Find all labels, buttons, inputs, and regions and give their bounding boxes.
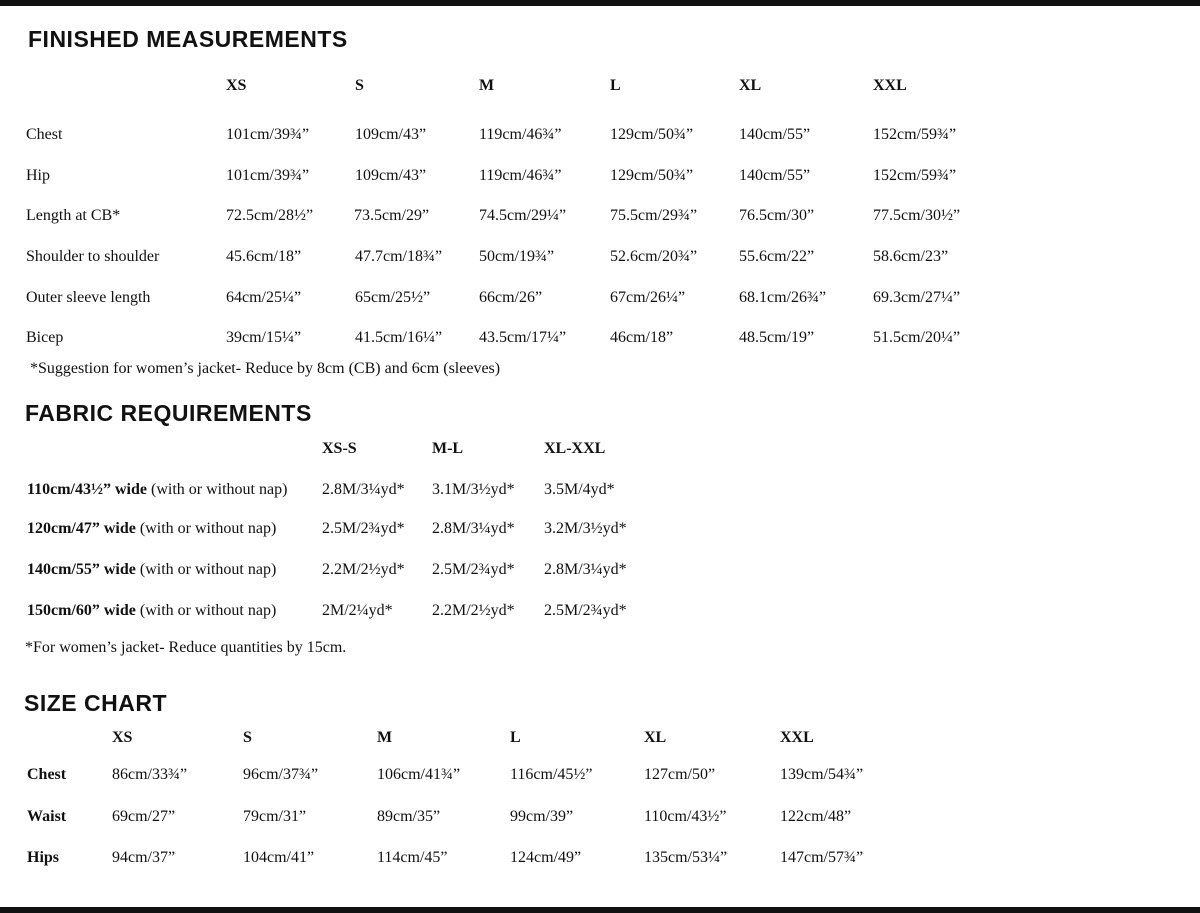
finished-measurements-title: FINISHED MEASUREMENTS bbox=[28, 26, 348, 52]
size-chart-header: XXL bbox=[780, 729, 814, 746]
finished-value: 109cm/43” bbox=[355, 126, 427, 143]
fabric-value: 2.5M/2¾yd* bbox=[322, 520, 405, 537]
finished-value: 46cm/18” bbox=[610, 329, 674, 346]
finished-value: 152cm/59¾” bbox=[873, 167, 957, 184]
finished-value: 65cm/25½” bbox=[355, 289, 431, 306]
finished-value: 48.5cm/19” bbox=[739, 329, 815, 346]
size-chart-value: 147cm/57¾” bbox=[780, 849, 864, 866]
finished-value: 152cm/59¾” bbox=[873, 126, 957, 143]
size-chart-value: 106cm/41¾” bbox=[377, 766, 461, 783]
finished-value: 43.5cm/17¼” bbox=[479, 329, 567, 346]
finished-value: 64cm/25¼” bbox=[226, 289, 302, 306]
finished-value: 73.5cm/29” bbox=[354, 207, 430, 224]
fabric-width-label bbox=[27, 519, 276, 539]
finished-value: 101cm/39¾” bbox=[226, 167, 310, 184]
fabric-value: 2.2M/2½yd* bbox=[432, 602, 515, 619]
size-chart-value: 99cm/39” bbox=[510, 808, 574, 825]
fabric-width: 150cm/60” wide bbox=[27, 602, 136, 619]
size-chart-row-label: Hips bbox=[27, 849, 60, 866]
fabric-value: 2.8M/3¼yd* bbox=[544, 561, 627, 578]
finished-size-header: XS bbox=[226, 77, 247, 94]
finished-footnote: *Suggestion for women’s jacket- Reduce by 8cm (CB) and 6cm (sleeves) bbox=[30, 360, 501, 377]
fabric-width-label bbox=[27, 601, 276, 621]
fabric-value: 3.1M/3½yd* bbox=[432, 481, 515, 498]
fabric-value: 2.5M/2¾yd* bbox=[544, 602, 627, 619]
finished-size-header: L bbox=[610, 77, 621, 94]
finished-row-label: Shoulder to shoulder bbox=[26, 248, 160, 265]
finished-value: 129cm/50¾” bbox=[610, 126, 694, 143]
finished-value: 68.1cm/26¾” bbox=[739, 289, 827, 306]
fabric-width-label bbox=[27, 480, 287, 500]
size-chart-header: L bbox=[510, 729, 521, 746]
size-chart-value: 139cm/54¾” bbox=[780, 766, 864, 783]
size-chart-value: 104cm/41” bbox=[243, 849, 315, 866]
size-chart-value: 122cm/48” bbox=[780, 808, 852, 825]
fabric-requirements-title: FABRIC REQUIREMENTS bbox=[25, 400, 312, 426]
finished-size-header: M bbox=[479, 77, 495, 94]
fabric-width-label bbox=[27, 560, 276, 580]
size-chart-header: XS bbox=[112, 729, 133, 746]
finished-value: 41.5cm/16¼” bbox=[355, 329, 443, 346]
finished-value: 51.5cm/20¼” bbox=[873, 329, 961, 346]
finished-row-label: Outer sleeve length bbox=[26, 289, 151, 306]
finished-value: 67cm/26¼” bbox=[610, 289, 686, 306]
size-chart-value: 89cm/35” bbox=[377, 808, 441, 825]
finished-value: 74.5cm/29¼” bbox=[479, 207, 567, 224]
fabric-size-header: M-L bbox=[432, 440, 464, 457]
fabric-width: 110cm/43½” wide bbox=[27, 481, 147, 498]
fabric-width: 120cm/47” wide bbox=[27, 520, 136, 537]
fabric-size-header: XS-S bbox=[322, 440, 357, 457]
finished-value: 101cm/39¾” bbox=[226, 126, 310, 143]
size-chart-value: 127cm/50” bbox=[644, 766, 716, 783]
finished-value: 76.5cm/30” bbox=[739, 207, 815, 224]
finished-value: 129cm/50¾” bbox=[610, 167, 694, 184]
fabric-value: 2.8M/3¼yd* bbox=[322, 481, 405, 498]
finished-value: 66cm/26” bbox=[479, 289, 543, 306]
size-chart-value: 96cm/37¾” bbox=[243, 766, 319, 783]
finished-row-label: Bicep bbox=[26, 329, 64, 346]
size-chart-value: 135cm/53¼” bbox=[644, 849, 728, 866]
fabric-width: 140cm/55” wide bbox=[27, 561, 136, 578]
finished-value: 45.6cm/18” bbox=[226, 248, 302, 265]
finished-row-label: Hip bbox=[26, 167, 50, 184]
size-chart-header: S bbox=[243, 729, 252, 746]
fabric-footnote: *For women’s jacket- Reduce quantities by 15cm. bbox=[25, 639, 347, 656]
size-chart-row-label: Waist bbox=[27, 808, 67, 825]
size-chart-value: 110cm/43½” bbox=[644, 808, 727, 825]
fabric-nap-note: (with or without nap) bbox=[135, 520, 277, 537]
finished-value: 58.6cm/23” bbox=[873, 248, 949, 265]
fabric-size-header: XL-XXL bbox=[544, 440, 606, 457]
finished-value: 69.3cm/27¼” bbox=[873, 289, 961, 306]
fabric-nap-note: (with or without nap) bbox=[135, 602, 277, 619]
finished-size-header: XL bbox=[739, 77, 762, 94]
finished-value: 140cm/55” bbox=[739, 167, 811, 184]
fabric-value: 2M/2¼yd* bbox=[322, 602, 393, 619]
fabric-nap-note: (with or without nap) bbox=[147, 481, 288, 498]
size-chart-row-label: Chest bbox=[27, 766, 67, 783]
fabric-value: 3.5M/4yd* bbox=[544, 481, 615, 498]
finished-row-label: Chest bbox=[26, 126, 63, 143]
finished-value: 77.5cm/30½” bbox=[873, 207, 961, 224]
finished-value: 119cm/46¾” bbox=[479, 167, 562, 184]
finished-size-header: XXL bbox=[873, 77, 907, 94]
finished-value: 47.7cm/18¾” bbox=[355, 248, 443, 265]
size-chart-value: 86cm/33¾” bbox=[112, 766, 188, 783]
fabric-value: 2.8M/3¼yd* bbox=[432, 520, 515, 537]
size-chart-value: 116cm/45½” bbox=[510, 766, 593, 783]
finished-value: 140cm/55” bbox=[739, 126, 811, 143]
finished-value: 72.5cm/28½” bbox=[226, 207, 314, 224]
size-chart-value: 114cm/45” bbox=[377, 849, 448, 866]
size-chart-title: SIZE CHART bbox=[24, 690, 167, 716]
size-chart-value: 94cm/37” bbox=[112, 849, 176, 866]
size-chart-value: 69cm/27” bbox=[112, 808, 176, 825]
size-chart-value: 79cm/31” bbox=[243, 808, 307, 825]
finished-value: 55.6cm/22” bbox=[739, 248, 815, 265]
bottom-border bbox=[0, 907, 1200, 913]
fabric-value: 2.2M/2½yd* bbox=[322, 561, 405, 578]
fabric-nap-note: (with or without nap) bbox=[135, 561, 277, 578]
finished-row-label: Length at CB* bbox=[26, 207, 121, 224]
finished-value: 50cm/19¾” bbox=[479, 248, 555, 265]
size-chart-header: M bbox=[377, 729, 393, 746]
finished-size-header: S bbox=[355, 77, 364, 94]
finished-value: 39cm/15¼” bbox=[226, 329, 302, 346]
fabric-value: 2.5M/2¾yd* bbox=[432, 561, 515, 578]
finished-value: 119cm/46¾” bbox=[479, 126, 562, 143]
top-border bbox=[0, 0, 1200, 6]
finished-value: 52.6cm/20¾” bbox=[610, 248, 698, 265]
size-chart-header: XL bbox=[644, 729, 667, 746]
finished-value: 109cm/43” bbox=[355, 167, 427, 184]
finished-value: 75.5cm/29¾” bbox=[610, 207, 698, 224]
fabric-value: 3.2M/3½yd* bbox=[544, 520, 627, 537]
size-chart-value: 124cm/49” bbox=[510, 849, 582, 866]
